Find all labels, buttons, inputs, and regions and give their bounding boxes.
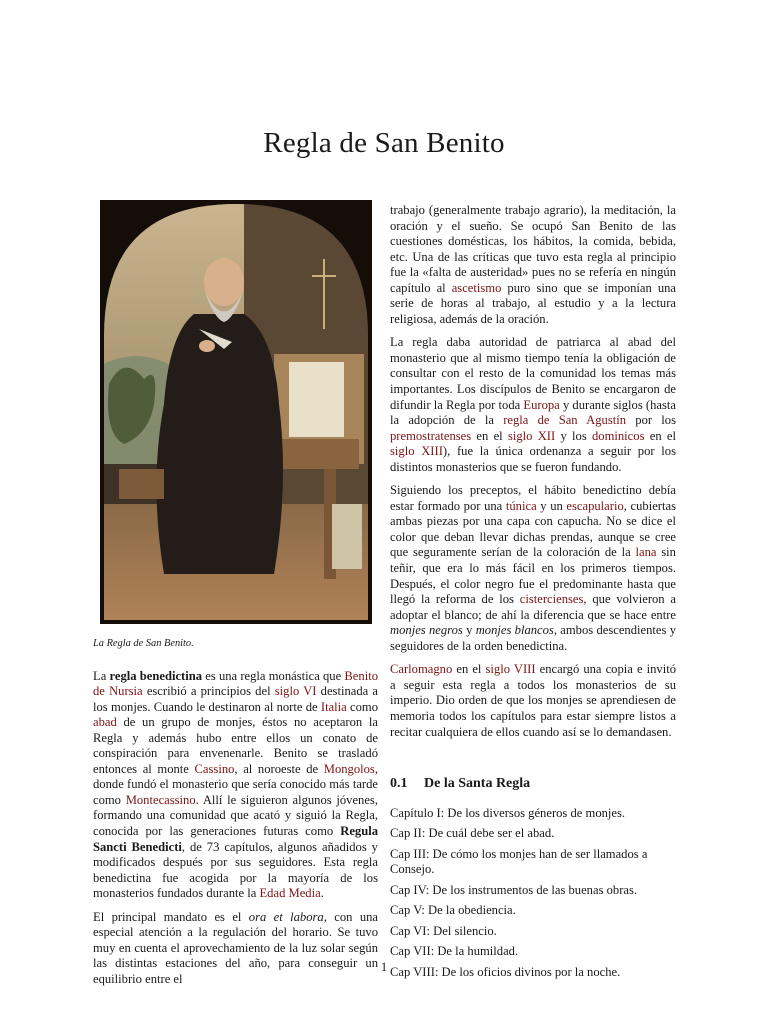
chapter-item: Cap II: De cuál debe ser el abad. <box>390 826 555 841</box>
link[interactable]: túnica <box>505 498 537 513</box>
link[interactable]: abad <box>93 715 117 730</box>
chapter-item: Cap VIII: De los oficios divinos por la noche. <box>390 964 621 979</box>
link[interactable]: Italia <box>320 699 347 714</box>
paragraph: La regla benedictina es una regla monástica que Benito de Nursia escribió a principios del siglo VI destinada a los monjes. Cuando le destinaron al norte de Italia como abad de un grupo de monjes, éstos no aceptaron la Regla y además hubo entre ellos un conato de conspiración para envenenarle. Benito se trasladó entonces al monte Cassino, al noroeste de Mongolos, donde fundó el monasterio que sería conocido más tarde como Montecassino. Allí le siguieron algunos jóvenes, formando una comunidad que acató y siguió la Regla, conocida por las generaciones futuras como Regula Sancti Benedicti, de 73 capítulos, algunos añadidos y modificados después por sus seguidores. Esta regla benedictina fue acogida por la mayoría de los monasterios fundados durante la Edad Media. <box>93 668 378 901</box>
chapter-item: Cap VI: Del silencio. <box>390 923 497 938</box>
link[interactable]: Cassino <box>194 761 235 776</box>
right-column <box>390 203 676 986</box>
paragraph: Carlomagno en el siglo VIII encargó una copia e invitó a seguir esta regla a todos los monasterios de su imperio. Dio orden de que los monjes se aprendiesen de memoria todos los capítulos para estar siempre listos a recitar cualquiera de ellos cuando así se lo demandasen. <box>390 662 677 739</box>
link[interactable]: siglo VIII <box>485 662 536 677</box>
link[interactable]: Benito de Nursia <box>93 668 378 699</box>
paragraph: La regla daba autoridad de patriarca al abad del monasterio que al mismo tiempo tenía la obligación de consultar con el resto de la comunidad los temas más importantes. Los discípulos de Benito se encargaron de difundir la Regla por toda Europa y durante siglos (hasta la adopción de la regla de San Agustín por los premostratenses en el siglo XII y los dominicos en el siglo XIII), fue la única ordenanza a seguir por los distintos monasterios que se fueron fundando. <box>390 335 677 474</box>
paragraph: El principal mandato es el ora et labora, con una especial atención a la regulación del horario. Se tuvo muy en cuenta el aprovechamiento de la luz solar según las distintas estaciones del año, para conseguir un equilibrio entre el <box>93 909 379 986</box>
link[interactable]: Europa <box>523 397 560 412</box>
link[interactable]: dominicos <box>592 428 645 443</box>
page-title: Regla de San Benito <box>263 127 505 160</box>
paragraph: trabajo (generalmente trabajo agrario), la meditación, la oración y el sueño. Se ocupó San Benito de las cuestiones domésticas, los hábitos, la comida, bebida, etc. Una de las críticas que tuvo esta regla al principio fue la «falta de austeridad» pues no se refería en ningún capítulo al ascetismo puro sino que se imponían una serie de horas al trabajo, al estudio y a la lectura religiosa, además de la oración. <box>390 203 676 326</box>
section-number: 0.1 <box>390 776 408 792</box>
link[interactable]: Edad Media <box>259 886 321 901</box>
link[interactable]: regla de San Agustín <box>503 413 627 428</box>
link[interactable]: escapulario <box>566 498 624 513</box>
link[interactable]: cistercienses <box>519 592 584 607</box>
page-number: 1 <box>380 960 388 974</box>
link[interactable]: ascetismo <box>451 280 502 295</box>
link[interactable]: premostratenses <box>390 428 472 443</box>
paragraph: Siguiendo los preceptos, el hábito benedictino debía estar formado por una túnica y un escapulario, cubiertas ambas piezas por una capa con capucha. No se dice el color que deban llevar dichas prendas, aunque se cree que seguramente serían de la coloración de la lana sin teñir, que era lo más fácil en los primeros tiempos. Después, el color negro fue el predominante hasta que llegó la reforma de los cistercienses, que volvieron a adoptar el blanco; de ahí la diferencia que se hace entre monjes negros y monjes blancos, ambos descendientes y seguidores de la orden benedictina. <box>390 483 676 653</box>
link[interactable]: Mongolos <box>323 761 375 776</box>
link[interactable]: siglo XII <box>507 428 556 443</box>
chapter-item: Capítulo I: De los diversos géneros de monjes. <box>390 805 626 820</box>
painting-figure <box>100 200 372 624</box>
chapter-item: Cap III: De cómo los monjes han de ser llamados a Consejo. <box>390 846 648 877</box>
link[interactable]: Carlomagno <box>390 662 453 677</box>
section-title: De la Santa Regla <box>424 776 531 792</box>
saint-benedict-painting <box>104 204 368 620</box>
link[interactable]: Montecassino <box>125 792 196 807</box>
link[interactable]: siglo VI <box>274 684 317 699</box>
left-column <box>93 200 378 995</box>
link[interactable]: siglo XIII <box>390 444 443 459</box>
chapter-item: Cap VII: De la humildad. <box>390 944 519 959</box>
figure-caption: La Regla de San Benito. <box>93 638 194 649</box>
link[interactable]: lana <box>635 545 657 560</box>
chapter-item: Cap V: De la obediencia. <box>390 903 516 918</box>
section-heading <box>390 776 676 792</box>
chapter-item: Cap IV: De los instrumentos de las buenas obras. <box>390 882 638 897</box>
